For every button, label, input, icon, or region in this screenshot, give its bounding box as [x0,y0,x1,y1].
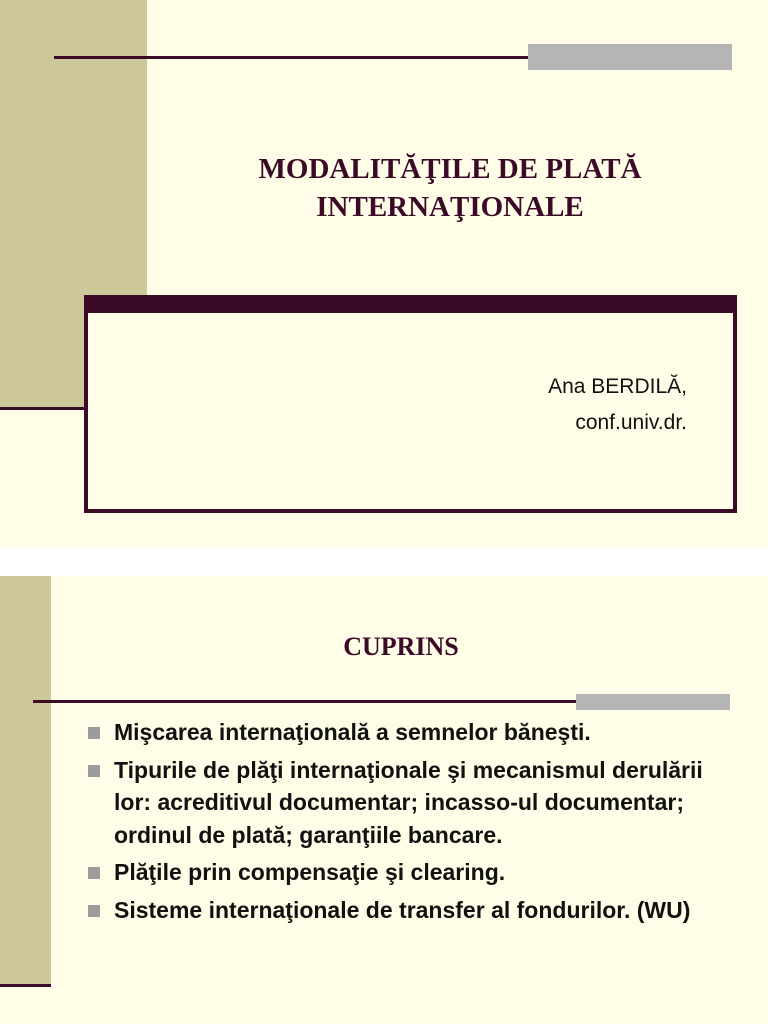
author-box [84,295,737,513]
section-title: CUPRINS [343,632,459,661]
title-line-2: INTERNAŢIONALE [316,191,584,223]
list-item [88,754,728,852]
list-item-text: Mişcarea internaţională a semnelor băneşti. [114,719,591,745]
slide-gap [0,548,768,576]
slide-sidebar [0,576,51,986]
list-item-text: Plăţile prin compensaţie şi clearing. [114,859,506,885]
list-item-text: Tipurile de plăţi internaţionale şi mecanismul derulării lor: acreditivul documentar; incasso-ul documentar; ordinul de plată; garanţiile bancare. [114,756,703,848]
author-title: conf.univ.dr. [575,411,687,434]
square-bullet-icon [88,727,100,739]
contents-grey-bar [576,694,730,710]
list-item [88,894,728,927]
list-item [88,856,728,889]
top-grey-bar [528,44,732,70]
contents-list [88,716,728,931]
list-item-text: Sisteme internaţionale de transfer al fondurilor. (WU) [114,896,691,923]
contents-slide [0,576,768,1024]
square-bullet-icon [88,867,100,879]
slide-title [150,150,750,226]
sidebar-rule [0,407,84,410]
author-name: Ana BERDILĂ, [548,375,687,398]
sidebar-bottom-rule [0,984,51,987]
square-bullet-icon [88,765,100,777]
title-line-1: MODALITĂŢILE DE PLATĂ [258,153,642,185]
list-item [88,716,728,749]
author-info [548,369,687,441]
square-bullet-icon [88,905,100,917]
